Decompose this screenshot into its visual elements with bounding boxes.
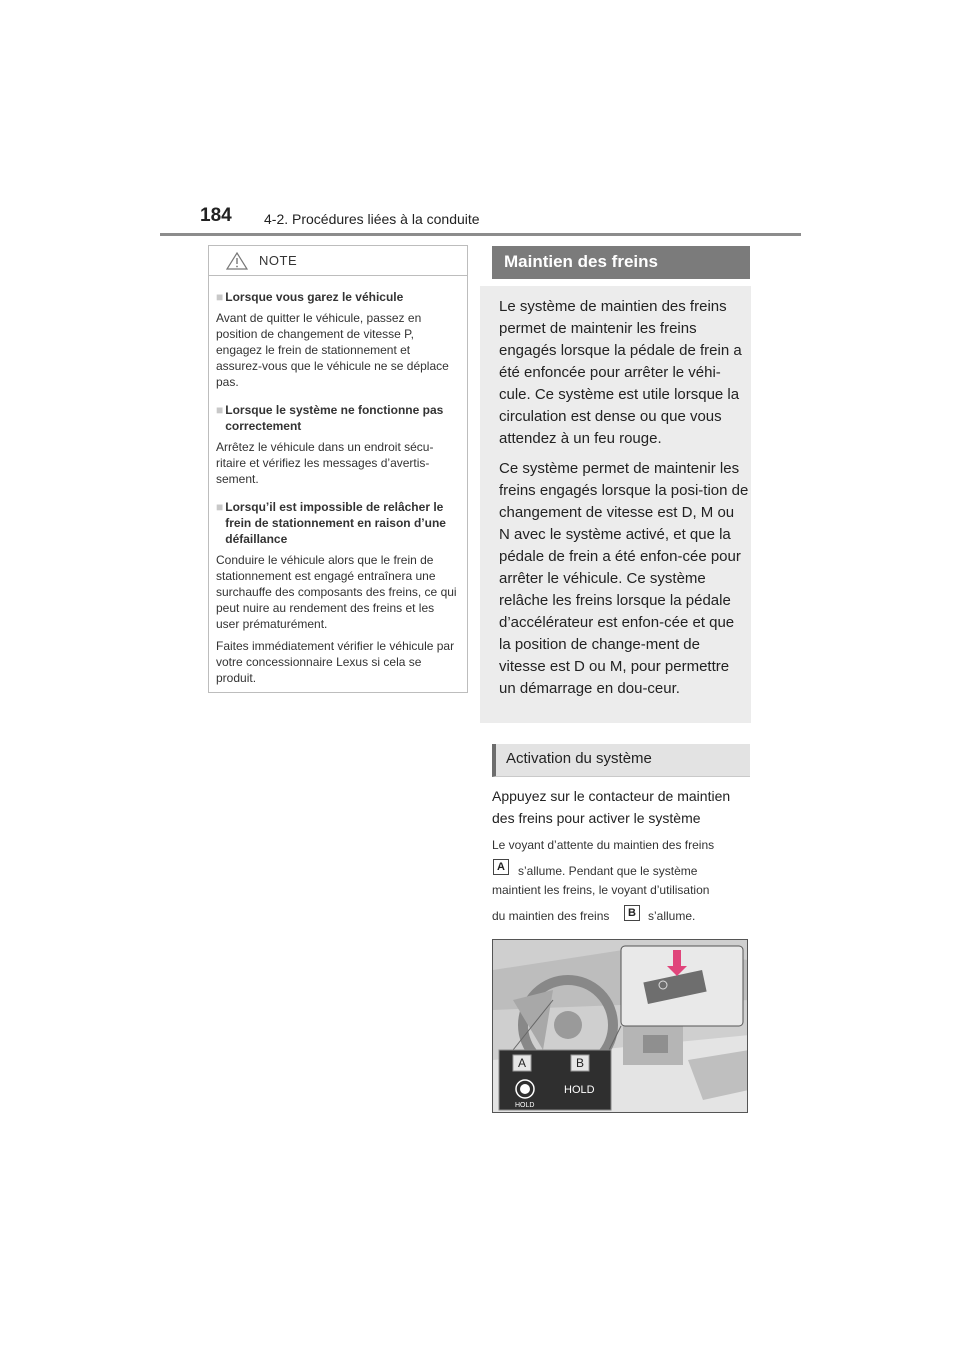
hold-standby-text: HOLD (515, 1102, 535, 1109)
activation-text-line: s’allume. (648, 909, 696, 923)
maintien-heading-bar (492, 246, 750, 279)
note-subheading: ■ Lorsque vous garez le véhicule (216, 290, 404, 304)
hold-standby-core (520, 1084, 530, 1094)
note-subheading: ■ Lorsqu’il est impossible de relâcher le frein de stationnement en raison d’une défaillance (216, 500, 446, 546)
activation-step: Appuyez sur le contacteur de maintien des freins pour activer le système (492, 788, 731, 826)
bullet-square-icon: ■ (216, 500, 224, 514)
bullet-square-icon: ■ (216, 403, 224, 417)
note-header (209, 246, 467, 276)
dashboard-illustration (492, 939, 748, 1113)
maintien-paragraph: Ce système permet de maintenir les freins engagés lorsque la posi-tion de changement de vitesse est D, M ou N avec le système activé, et que la pédale de frein a été enfon-cée pour arrêter le véhicule. Ce système relâche les freins lorsque la pédale d’accélérateur est enfon-cée et que la position de change-ment de vitesse est D ou M, pour permettre un démarrage en dou-ceur. (499, 460, 749, 697)
dashboard-drawing (493, 940, 748, 1113)
activation-heading-bar (492, 744, 750, 777)
page-header (160, 205, 800, 235)
maintien-panel (480, 286, 751, 723)
note-label: NOTE (259, 253, 298, 268)
activation-text-line: du maintien des freins (492, 909, 610, 923)
activation-text-line: maintient les freins, le voyant d’utilisation (492, 883, 710, 897)
note-paragraph: Arrêtez le véhicule dans un endroit sécu-ritaire et vérifiez les messages d’avertis-sement. (216, 440, 434, 486)
note-paragraph: Conduire le véhicule alors que le frein de stationnement est engagé entraînera une surchauffe des composants des freins, ce qui peut nuire au rendement des freins et les user prématurément. (216, 553, 457, 631)
activation-text-line: s’allume. Pendant que le système (518, 864, 698, 878)
section-title: 4-2. Procédures liées à la conduite (264, 211, 480, 227)
activation-text-line: Le voyant d’attente du maintien des freins (492, 838, 715, 852)
note-body (209, 276, 467, 686)
marker-b: B (624, 905, 640, 921)
maintien-heading: Maintien des freins (504, 252, 658, 271)
note-box (208, 245, 468, 693)
maintien-paragraph: Le système de maintien des freins permet de maintenir les freins engagés lorsque la pédale de frein a été enfoncée pour arrêter le véhi-cule. Ce système est utile lorsque la circulation est dense ou que vous attendez à un feu rouge. (499, 298, 742, 447)
header-rule (160, 233, 801, 236)
hold-active-text: HOLD (564, 1084, 595, 1096)
figure-label-a: A (518, 1056, 527, 1070)
maintien-text (499, 296, 749, 708)
activation-heading: Activation du système (506, 750, 652, 767)
note-paragraph: Avant de quitter le véhicule, passez en position de changement de vitesse P, engagez le frein de stationnement et assurez-vous que le véhicule ne se déplace pas. (216, 311, 449, 389)
warning-triangle-icon (226, 252, 248, 270)
page-number: 184 (200, 205, 232, 226)
figure-label-b: B (576, 1056, 585, 1070)
note-paragraph: Faites immédiatement vérifier le véhicule par votre concessionnaire Lexus si cela se produit. (216, 639, 455, 685)
bullet-square-icon: ■ (216, 290, 224, 304)
marker-a: A (493, 859, 509, 875)
note-subheading: ■ Lorsque le système ne fonctionne pas correctement (216, 403, 444, 433)
